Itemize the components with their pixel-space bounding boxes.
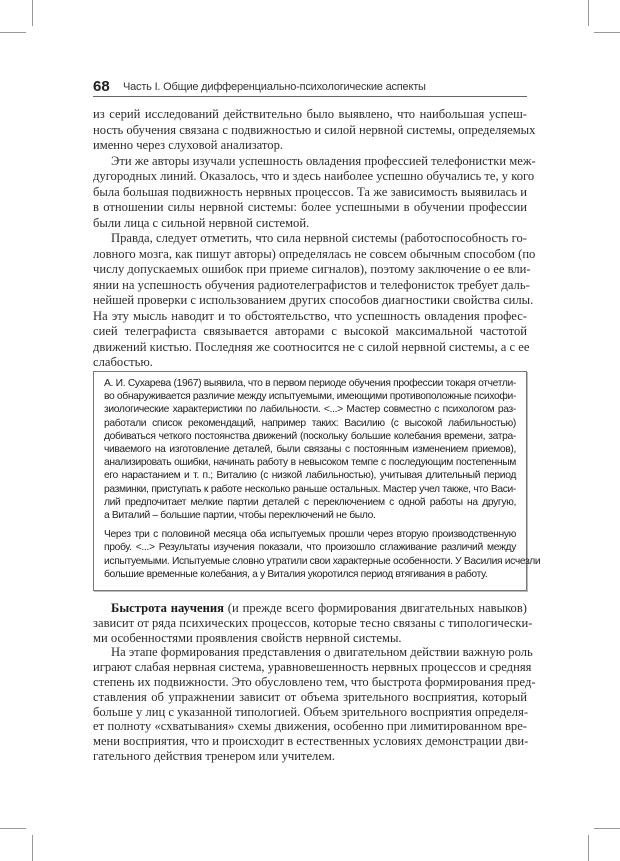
paragraph-line: разминки, приступать к работе несколько раньше остальных. Мастер учел также, что Васи- xyxy=(104,483,516,495)
paragraph-line: его нарастанием и т. п.; Виталию (с низкой лабильностью), учитывая длительный период xyxy=(104,470,516,482)
paragraph-line: именно через слуховой анализатор. xyxy=(93,138,284,152)
paragraph-line: анализировать ошибки, начинать работу в невысоком темпе с последующим постепенным xyxy=(104,457,516,469)
paragraph-line: во обнаруживается различие между испытуемыми, имеющими противоположные психофи- xyxy=(104,391,516,403)
paragraph-line: играют слабая нервная система, уравновешенность нервных процессов и средняя xyxy=(93,660,532,675)
paragraph-line: большие временные колебания, а у Виталия укоротился период втягивания в работу. xyxy=(104,568,488,580)
line-text: (и прежде всего формирования двигательных навыков) xyxy=(223,601,527,615)
paragraph-line: пробу. <...> Результаты изучения показали, что произошло сглаживание различий между xyxy=(104,542,516,554)
body-text-top xyxy=(93,107,536,371)
running-header xyxy=(93,78,527,97)
paragraph-line: добиваться четкого постоянства движений (поскольку большие колебания времени, затра- xyxy=(104,430,516,442)
paragraph-line: в отношении силы нервной системы: более успешными в обучении профессии xyxy=(93,200,527,214)
bold-term: Быстрота научения xyxy=(111,601,224,615)
case-study-text xyxy=(104,377,541,581)
paragraph-line: ет полноту «схватывания» схемы движения, особенно при лимитированном вре- xyxy=(93,719,527,734)
paragraph-line: слабостью. xyxy=(93,355,153,369)
paragraph-line: ставления об упражнении зависит от объема зрительного восприятия, который xyxy=(93,689,527,704)
paragraph-line: зиологические характеристики по лабильности. <...> Мастер совместно с психологом раз- xyxy=(104,404,516,416)
crop-mark xyxy=(0,828,26,829)
paragraph-line: ловного мозга, как пишут авторы) определялась не совсем обычным способом (по xyxy=(93,246,536,261)
paragraph-line: ми особенностями проявления свойств нервной системы. xyxy=(93,630,402,645)
page-number: 68 xyxy=(93,78,110,95)
paragraph-line: На эту мысль наводит и то обстоятельство, что успешность овладения профес- xyxy=(93,308,527,323)
paragraph-line: Через три с половиной месяца оба испытуемых прошли через вторую производственную xyxy=(104,529,516,541)
paragraph-line: зависит от ряда психических процессов, которые тесно связаны с типологически- xyxy=(93,615,533,630)
paragraph-line: испытуемыми. Испытуемые словно утратили свои характерные особенности. У Василия исчезли xyxy=(104,555,541,567)
running-title: Часть I. Общие дифференциально-психологические аспекты xyxy=(123,81,426,93)
paragraph-line: была большая подвижность нервных процессов. Та же зависимость выявилась и xyxy=(93,184,527,199)
paragraph-line: Эти же авторы изучали успешность овладения профессией телефонистки меж- xyxy=(111,153,536,168)
crop-mark xyxy=(594,32,620,33)
crop-mark xyxy=(32,0,33,26)
paragraph-line: А. И. Сухарева (1967) выявила, что в первом периоде обучения профессии токаря отчетли- xyxy=(104,378,516,389)
crop-mark xyxy=(594,828,620,829)
paragraph-line xyxy=(93,601,527,616)
paragraph-line: больше у лиц с указанной типологией. Объем зрительного восприятия определя- xyxy=(93,704,529,719)
crop-mark xyxy=(32,835,33,861)
paragraph-line: были лица с сильной нервной системой. xyxy=(93,215,310,230)
paragraph-line: работали список рекомендаций, например таких: Василию (с высокой лабильностью) xyxy=(104,417,516,429)
paragraph-line: лий предпочитает мелкие партии деталей с переключением с одной работы на другую, xyxy=(104,496,516,508)
paragraph-line: ность обучения связана с подвижностью и силой нервной системы, определяемых xyxy=(93,122,536,137)
paragraph-line: гательного действия тренером или учителем. xyxy=(93,748,336,763)
paragraph-line: Правда, следует отметить, что сила нервной системы (работоспособность го- xyxy=(111,231,527,245)
paragraph-line: сией телеграфиста связывается авторами с высокой максимальной частотой xyxy=(93,324,527,338)
paragraph-line: движений кистью. Последняя же соотносится не с силой нервной системы, а с ее xyxy=(93,339,530,354)
crop-mark xyxy=(588,0,589,26)
paragraph-line: степень их подвижности. Это обусловлено тем, что быстрота формирования пред- xyxy=(93,674,536,689)
case-study-box xyxy=(93,371,541,591)
paragraph-line: нейшей проверки с использованием других способов диагностики свойства силы. xyxy=(93,293,534,307)
paragraph-line: из серий исследований действительно было выявлено, что наибольшая успеш- xyxy=(93,107,527,121)
paragraph-line: янии на успешность обучения радиотелеграфистов и телефонисток требует даль- xyxy=(93,277,530,292)
paragraph-line: На этапе формирования представления о двигательном действии важную роль xyxy=(111,645,533,660)
paragraph-line: мени восприятия, что и происходит в естественных условиях демонстрации дви- xyxy=(93,734,529,749)
paragraph-line: чиваемого на изготовление деталей, были связаны с постоянным изменением приемов), xyxy=(104,444,516,456)
body-text-bottom xyxy=(93,601,536,764)
crop-mark xyxy=(0,32,26,33)
paragraph-line: а Виталий – большие партии, чтобы переключений не было. xyxy=(104,510,376,522)
paragraph-line: дугородных линий. Оказалось, что и здесь наиболее успешно обучались те, у кого xyxy=(93,169,535,183)
paragraph-line: числу допускаемых ошибок при приеме сигналов), поэтому заключение о ее вли- xyxy=(93,262,531,276)
crop-mark xyxy=(588,835,589,861)
